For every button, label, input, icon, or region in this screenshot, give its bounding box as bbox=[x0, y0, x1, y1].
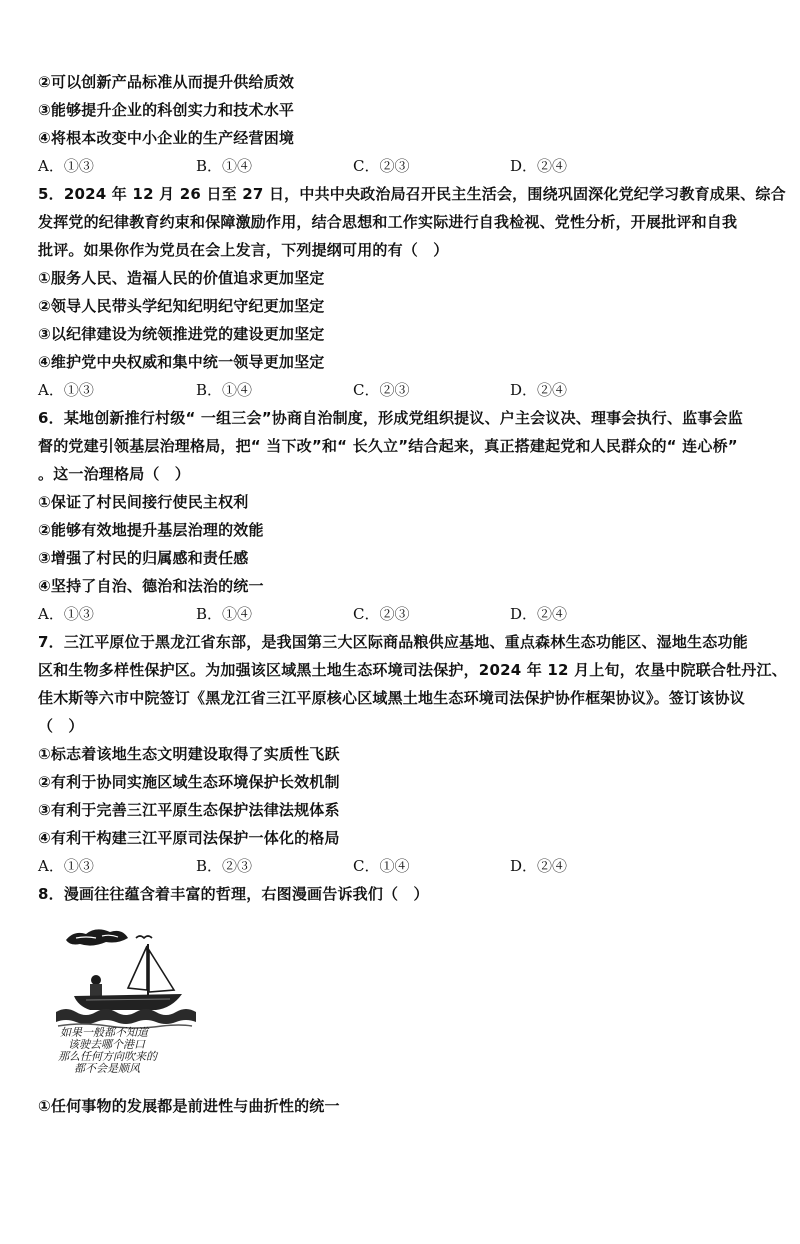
question-5-text: 发挥党的纪律教育约束和保障激励作用，结合思想和工作实际进行自我检视、党性分析，开展批评和自我 bbox=[38, 213, 738, 231]
question-7-text: 佳木斯等六市中院签订《黑龙江省三江平原核心区域黑土地生态环境司法保护协作框架协议》。签订该协议 bbox=[38, 689, 745, 707]
question-7-text: 7．三江平原位于黑龙江省东部，是我国第三大区际商品粮供应基地、重点森林生态功能区、湿地生态功能 bbox=[38, 633, 748, 651]
option-line: ②可以创新产品标准从而提升供给质效 bbox=[38, 73, 295, 91]
option-line: ①保证了村民间接行使民主权利 bbox=[38, 493, 249, 511]
answer-choice-d: D．②④ bbox=[510, 381, 568, 399]
answer-choice-a: A．①③ bbox=[38, 857, 94, 875]
option-line: ①服务人民、造福人民的价值追求更加坚定 bbox=[38, 269, 325, 287]
option-line: ④维护党中央权威和集中统一领导更加坚定 bbox=[38, 353, 325, 371]
answer-choice-b: B．①④ bbox=[196, 157, 253, 175]
question-5-text: 5．2024 年 12 月 26 日至 27 日，中共中央政治局召开民主生活会，围绕巩固深化党纪学习教育成果、综合 bbox=[38, 185, 786, 203]
question-6-text: 。这一治理格局（ ） bbox=[38, 465, 191, 483]
option-line: ③以纪律建设为统领推进党的建设更加坚定 bbox=[38, 325, 325, 343]
option-line: ③有利于完善三江平原生态保护法律法规体系 bbox=[38, 801, 340, 819]
question-6-text: 6．某地创新推行村级“ 一组三会”协商自治制度，形成党组织提议、户主会议决、理事会执行、监事会监 bbox=[38, 409, 743, 427]
answer-choice-b: B．①④ bbox=[196, 381, 253, 399]
option-line: ④有利干构建三江平原司法保护一体化的格局 bbox=[38, 829, 340, 847]
option-line: ③能够提升企业的科创实力和技术水平 bbox=[38, 101, 295, 119]
option-line: ②有利于协同实施区域生态环境保护长效机制 bbox=[38, 773, 340, 791]
comic-caption-line: 该驶去哪个港口 bbox=[68, 1038, 145, 1051]
answer-choice-a: A．①③ bbox=[38, 381, 94, 399]
answer-choice-d: D．②④ bbox=[510, 857, 568, 875]
option-line: ①标志着该地生态文明建设取得了实质性飞跃 bbox=[38, 745, 340, 763]
comic-caption-line: 那么任何方向吹来的 bbox=[58, 1050, 157, 1063]
question-5-text: 批评。如果你作为党员在会上发言，下列提纲可用的有（ ） bbox=[38, 241, 449, 259]
answer-choice-c: C．②③ bbox=[353, 381, 410, 399]
option-line: ④坚持了自治、德治和法治的统一 bbox=[38, 577, 264, 595]
answer-choice-d: D．②④ bbox=[510, 157, 568, 175]
question-8-text: 8．漫画往往蕴含着丰富的哲理，右图漫画告诉我们（ ） bbox=[38, 885, 429, 903]
answer-choice-c: C．②③ bbox=[353, 157, 410, 175]
answer-choice-a: A．①③ bbox=[38, 157, 94, 175]
option-line: ③增强了村民的归属感和责任感 bbox=[38, 549, 249, 567]
option-line: ②领导人民带头学纪知纪明纪守纪更加坚定 bbox=[38, 297, 325, 315]
answer-choice-d: D．②④ bbox=[510, 605, 568, 623]
option-line: ①任何事物的发展都是前进性与曲折性的统一 bbox=[38, 1097, 340, 1115]
question-6-text: 督的党建引领基层治理格局，把“ 当下改”和“ 长久立”结合起来，真正搭建起党和人民群众的“ 连心桥” bbox=[38, 437, 738, 455]
answer-choice-b: B．②③ bbox=[196, 857, 253, 875]
answer-choice-c: C．①④ bbox=[353, 857, 410, 875]
comic-caption-line: 都不会是顺风 bbox=[74, 1062, 140, 1075]
comic-caption-line: 如果一般都不知道 bbox=[60, 1026, 148, 1039]
answer-choice-b: B．①④ bbox=[196, 605, 253, 623]
question-7-text: （ ） bbox=[38, 717, 84, 735]
sailboat-comic-illustration bbox=[52, 922, 198, 1076]
answer-choice-a: A．①③ bbox=[38, 605, 94, 623]
option-line: ②能够有效地提升基层治理的效能 bbox=[38, 521, 264, 539]
question-7-text: 区和生物多样性保护区。为加强该区域黑土地生态环境司法保护，2024 年 12 月上旬，农垦中院联合牡丹江、 bbox=[38, 661, 787, 679]
option-line: ④将根本改变中小企业的生产经营困境 bbox=[38, 129, 295, 147]
answer-choice-c: C．②③ bbox=[353, 605, 410, 623]
